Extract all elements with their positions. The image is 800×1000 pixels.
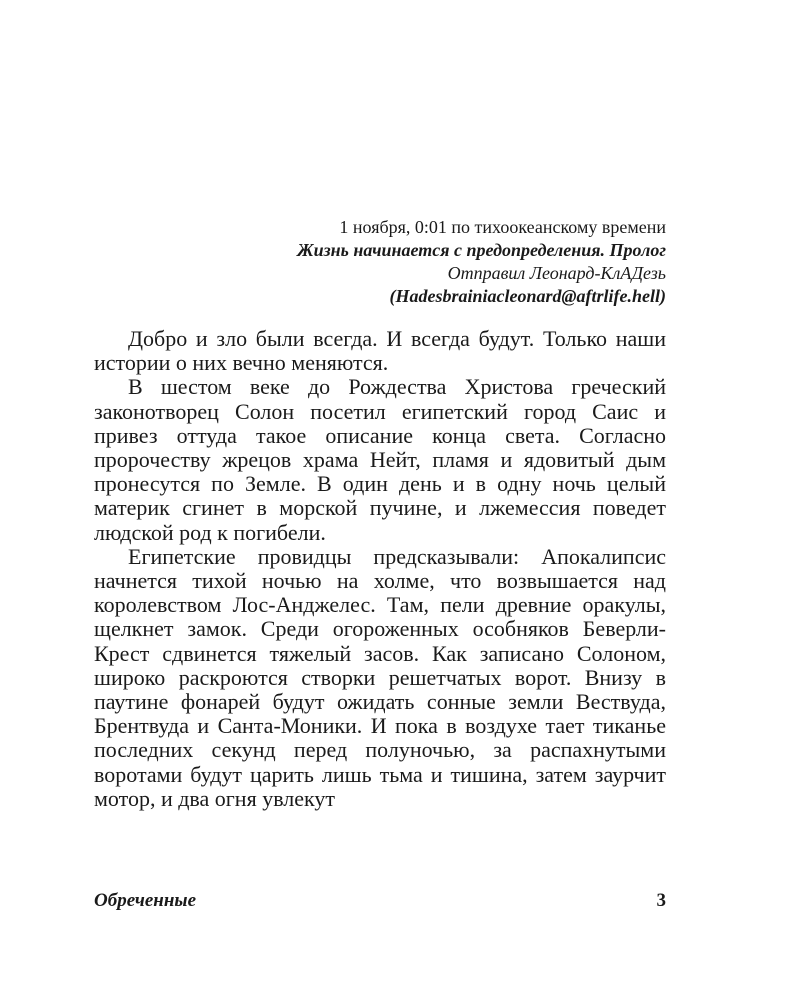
book-page — [94, 0, 666, 1000]
paragraph: В шестом веке до Рождества Христова греческий законотворец Солон посетил египетский город Саис и привез оттуда такое описание конца света. Согласно пророчеству жрецов храма Нейт, пламя и ядовитый дым пронесутся по Земле. В один день и в одну ночь целый материк сгинет в морской пучине, и лжемессия поведет людской род к погибели. — [94, 374, 666, 545]
chapter-header — [297, 216, 666, 308]
post-date: 1 ноября, 0:01 по тихоокеанскому времени — [339, 217, 666, 237]
paragraph: Египетские провидцы предсказывали: Апокалипсис начнется тихой ночью на холме, что возвышается над королевством Лос-Анджелес. Там, пели древние оракулы, щелкнет замок. Среди огороженных особняков Беверли-Крест сдвинется тяжелый засов. Как записано Солоном, широко раскроются створки решетчатых ворот. Внизу в паутине фонарей будут ожидать сонные земли Вествуда, Брентвуда и Санта-Моники. И пока в воздухе тает тиканье последних секунд перед полуночью, за распахнутыми воротами будут царить лишь тьма и тишина, затем заурчит мотор, и два огня увлекут — [94, 543, 666, 811]
chapter-title: Жизнь начинается с предопределения. Пролог — [297, 240, 666, 260]
author-email: (Hadesbrainiacleonard@aftrlife.hell) — [389, 286, 666, 306]
body-text — [94, 327, 666, 811]
paragraph: Добро и зло были всегда. И всегда будут. Только наши истории о них вечно меняются. — [94, 326, 666, 376]
post-author: Отправил Леонард-КлАДезь — [447, 263, 666, 283]
running-title: Обреченные — [94, 890, 197, 911]
page-footer — [94, 890, 666, 912]
page-number: 3 — [656, 890, 666, 911]
